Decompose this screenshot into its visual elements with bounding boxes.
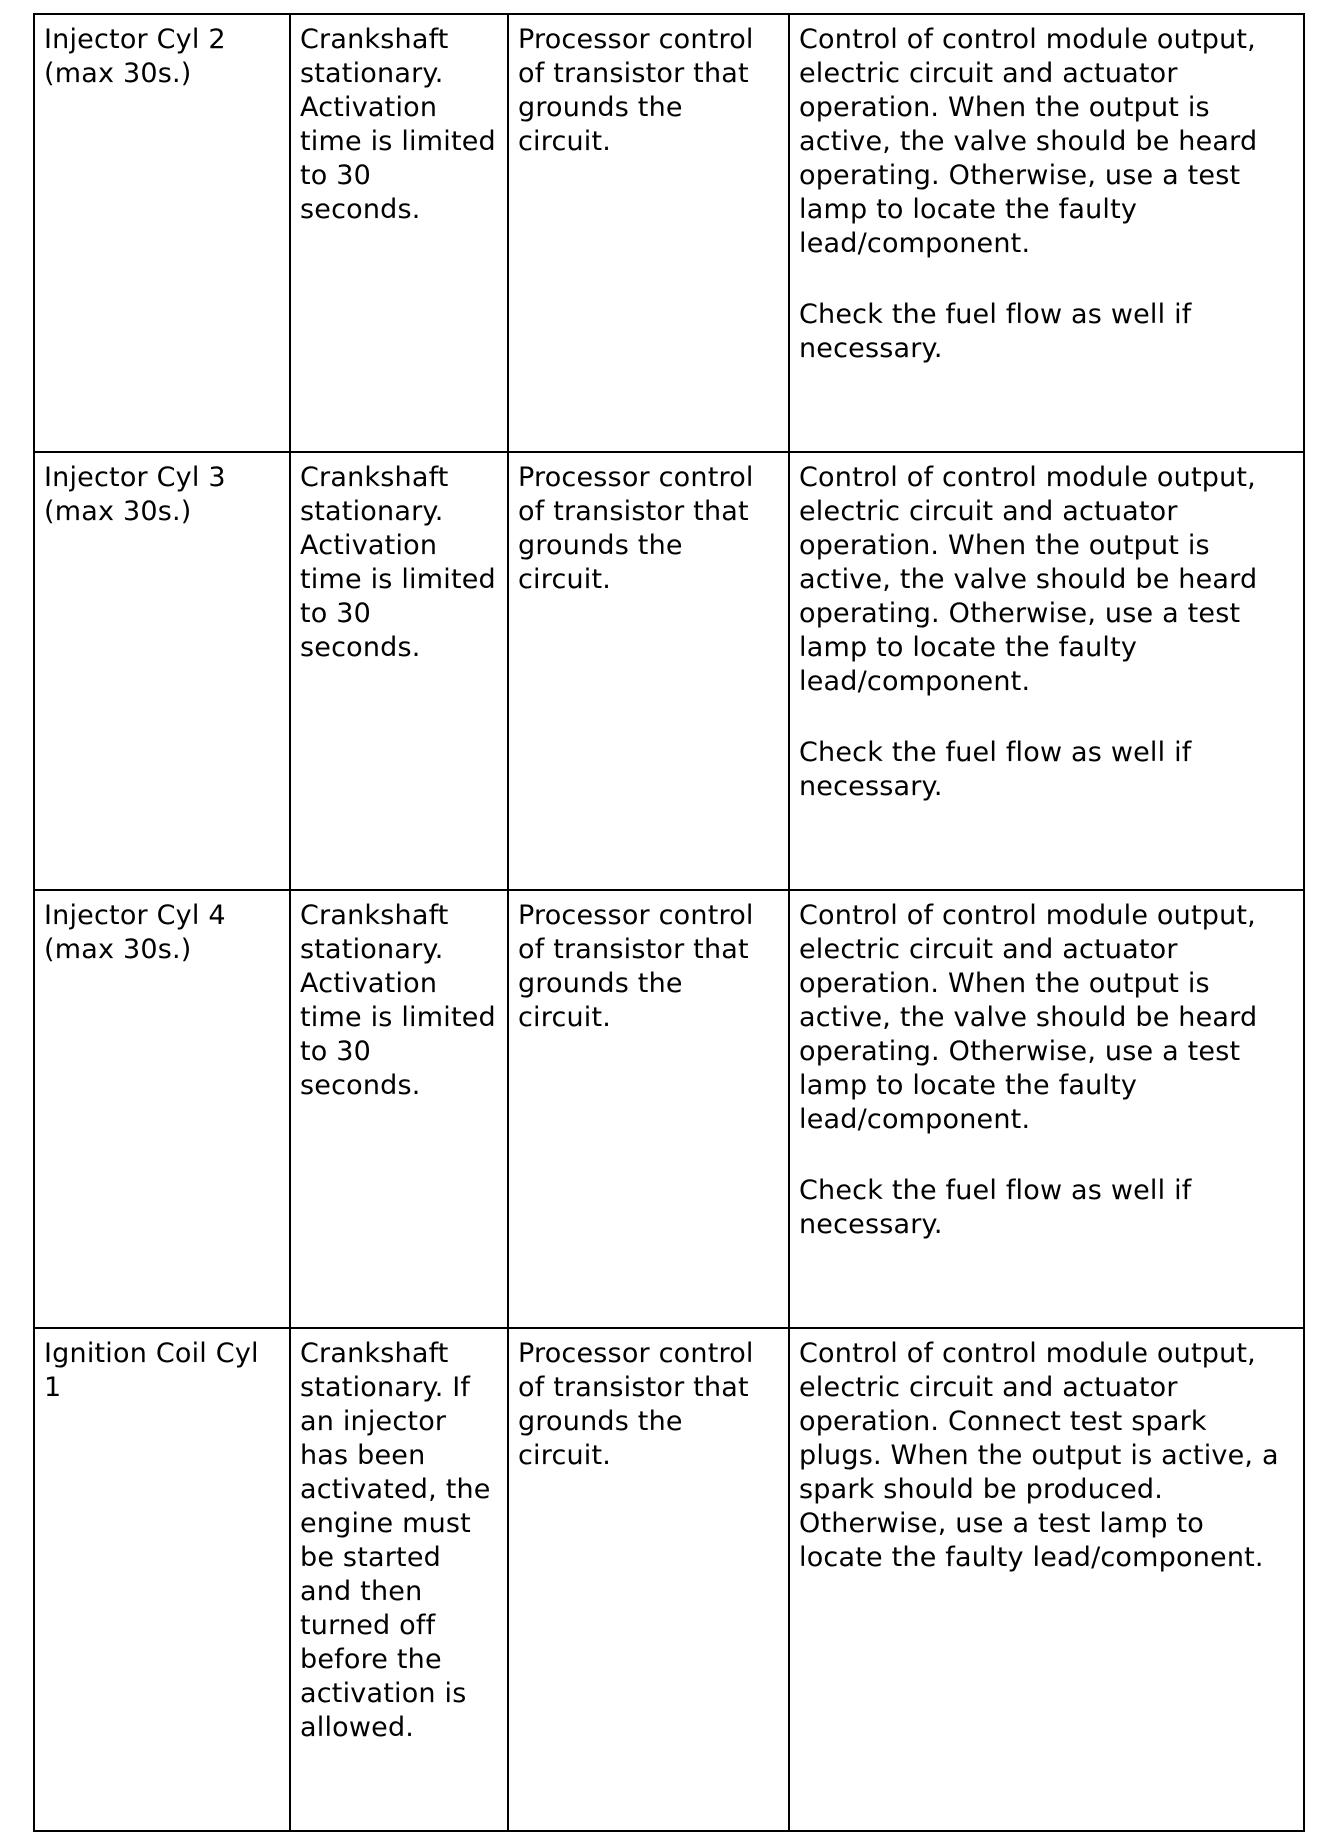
check-note: Check the fuel flow as well if necessary. bbox=[799, 737, 1192, 802]
control-cell bbox=[508, 890, 789, 1328]
condition-cell bbox=[290, 452, 508, 890]
condition-cell bbox=[290, 890, 508, 1328]
control-text: Processor control of transistor that grounds the circuit. bbox=[518, 24, 754, 157]
component-text: Injector Cyl 2 (max 30s.) bbox=[44, 24, 226, 89]
control-cell bbox=[508, 1328, 789, 1831]
control-cell bbox=[508, 14, 789, 452]
condition-cell bbox=[290, 1328, 508, 1831]
component-text: Injector Cyl 3 (max 30s.) bbox=[44, 462, 226, 527]
condition-text: Crankshaft stationary. Activation time is limited to 30 seconds. bbox=[300, 900, 496, 1101]
component-cell bbox=[34, 1328, 290, 1831]
check-text: Control of control module output, electric circuit and actuator operation. Connect test spark plugs. When the output is active, a spark should be produced. Otherwise, use a test lamp to locate the faulty lead/component. bbox=[799, 1338, 1279, 1573]
condition-text: Crankshaft stationary. Activation time is limited to 30 seconds. bbox=[300, 462, 496, 663]
component-text: Ignition Coil Cyl 1 bbox=[44, 1338, 259, 1403]
table-row bbox=[34, 452, 1304, 890]
table-row bbox=[34, 1328, 1304, 1831]
check-note: Check the fuel flow as well if necessary. bbox=[799, 299, 1192, 364]
check-text: Control of control module output, electric circuit and actuator operation. When the output is active, the valve should be heard operating. Otherwise, use a test lamp to locate the faulty lead/component. bbox=[799, 462, 1258, 697]
check-cell bbox=[789, 452, 1304, 890]
condition-text: Crankshaft stationary. Activation time is limited to 30 seconds. bbox=[300, 24, 496, 225]
component-cell bbox=[34, 14, 290, 452]
control-cell bbox=[508, 452, 789, 890]
check-cell bbox=[789, 890, 1304, 1328]
control-text: Processor control of transistor that grounds the circuit. bbox=[518, 900, 754, 1033]
check-cell bbox=[789, 14, 1304, 452]
control-text: Processor control of transistor that grounds the circuit. bbox=[518, 462, 754, 595]
component-text: Injector Cyl 4 (max 30s.) bbox=[44, 900, 226, 965]
activation-table bbox=[33, 13, 1305, 1832]
check-cell bbox=[789, 1328, 1304, 1831]
condition-cell bbox=[290, 14, 508, 452]
check-text: Control of control module output, electric circuit and actuator operation. When the output is active, the valve should be heard operating. Otherwise, use a test lamp to locate the faulty lead/component. bbox=[799, 24, 1258, 259]
component-cell bbox=[34, 452, 290, 890]
table-row bbox=[34, 14, 1304, 452]
check-text: Control of control module output, electric circuit and actuator operation. When the output is active, the valve should be heard operating. Otherwise, use a test lamp to locate the faulty lead/component. bbox=[799, 900, 1258, 1135]
component-cell bbox=[34, 890, 290, 1328]
condition-text: Crankshaft stationary. If an injector has been activated, the engine must be started and then turned off before the activation is allowed. bbox=[300, 1338, 491, 1743]
check-note: Check the fuel flow as well if necessary. bbox=[799, 1175, 1192, 1240]
table-row bbox=[34, 890, 1304, 1328]
control-text: Processor control of transistor that grounds the circuit. bbox=[518, 1338, 754, 1471]
